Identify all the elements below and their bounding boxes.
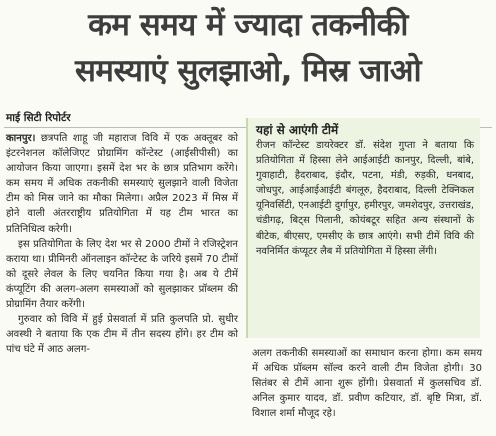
headline-line-2: समस्याएं सुलझाओ, मिस्र जाओ [74,53,422,89]
sidebar-text: रीजन कॉन्टेस्ट डायरेक्टर डॉ. संदेश गुप्ता ने बताया कि प्रतियोगिता में हिस्सा लेने आईआईटी कानपुर, दिल्ली, बांबे, गुवाहाटी, हैदराबाद, इंदौर, पटना, मंडी, रुड़की, धनबाद, जोधपुर, आईआईआईटी बंगलूरु, हैदराबाद, दिल्ली टेक्निकल यूनिवर्सिटी, एनआईटी दुर्गापुर, हमीरपुर, जमशेदपुर, उत्तराखंड, चंडीगढ़, बिट्स पिलानी, कोयंबटूर सहित अन्य संस्थानों के बीटेक, बीएसए, एमसीए के छात्र आएंगे। सभी टीमें विवि की नवनिर्मित कंप्यूटर लैब में प्रतियोगिता में हिस्सा लेंगी। [256,140,474,257]
article-paragraph-1 [6,131,238,237]
paragraph-1-text: छत्रपति शाहू जी महाराज विवि में एक अक्तूबर को इंटरनेशनल कॉलेजिएट प्रोग्रामिंग कॉन्टेस्ट (आईसीपीसी) का आयोजन किया जाएगा। इसमें देश भर के छात्र प्रतिभाग करेंगे। कम समय में अधिक तकनीकी समस्याएं सुलझाने वाली विजेता टीम को मिस्र जाने का मौका मिलेगा। अप्रैल 2023 में मिस्र में होने वाली अंतरराष्ट्रीय प्रतियोगिता में यह टीम भारत का प्रतिनिधित्व करेगी। [6,133,238,235]
dateline: कानपुर। [6,133,36,144]
headline [0,2,496,94]
article-left-column [6,131,238,357]
article-paragraph-2: इस प्रतियोगिता के लिए देश भर से 2000 टीमों ने रजिस्ट्रेशन कराया था। प्रीमिनरी ऑनलाइन कॉन्टेस्ट के जरिये इसमें 70 टीमों को दूसरे लेवल के लिए चयनित किया गया है। अब ये टीमें कंप्यूटिंग की अलग-अलग समस्याओं को सुलझाकर प्रॉब्लम की प्रोग्रामिंग तैयार करेंगी। [6,238,238,311]
byline: माई सिटी रिपोर्टर [6,112,71,124]
article-paragraph-3: गुरुवार को विवि में हुई प्रेसवार्ता में प्रति कुलपति प्रो. सुधीर अवस्थी ने बताया कि एक टीम में तीन सदस्य होंगे। हर टीम को पांच घंटे में आठ अलग- [6,314,238,356]
sidebar-title: यहां से आएंगी टीमें [256,123,339,137]
headline-line-1: कम समय में ज्यादा तकनीकी [88,7,408,43]
article-continuation: अलग तकनीकी समस्याओं का समाधान करना होगा। कम समय में अधिक प्रॉब्लम सॉल्व करने वाली टीम विजेता होगी। 30 सितंबर से टीमें आना शुरू होंगी। प्रेसवार्ता में कुलसचिव डॉ. अनिल कुमार यादव, डॉ. प्रवीण कटियार, डॉ. बृष्टि मित्रा, डॉ. विशाल शर्मा मौजूद रहे। [252,348,482,420]
